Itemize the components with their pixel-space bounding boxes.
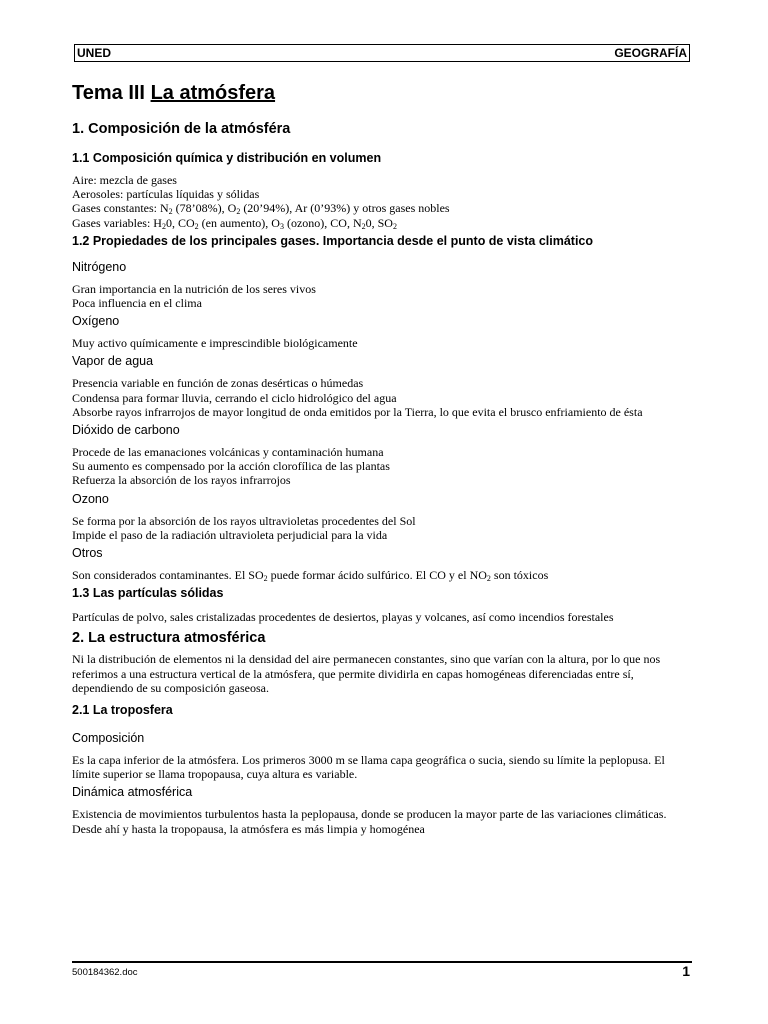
composition-list — [72, 173, 692, 230]
header-subject: GEOGRAFÍA — [614, 46, 687, 60]
header-institution: UNED — [77, 46, 112, 60]
title-main: La atmósfera — [150, 82, 276, 104]
ozono-line: Se forma por la absorción de los rayos ultravioletas procedentes del Sol — [72, 513, 416, 528]
section-2-1-heading: 2.1 La troposfera — [72, 703, 173, 718]
oxigeno-line: Muy activo químicamente e imprescindible biológicamente — [72, 336, 358, 351]
vapor-line: Absorbe rayos infrarrojos de mayor longitud de onda emitidos por la Tierra, lo que evita el brusco enfriamiento de ésta — [72, 404, 643, 419]
ozono-text — [72, 514, 692, 542]
dioxido-line: Su aumento es compensado por la acción clorofílica de las plantas — [72, 459, 390, 474]
dioxido-heading: Dióxido de carbono — [72, 423, 180, 438]
oxigeno-heading: Oxígeno — [72, 314, 120, 329]
particulas-text: Partículas de polvo, sales cristalizadas procedentes de desiertos, playas y volcanes, así como incendios forestales — [72, 610, 614, 625]
dioxido-text — [72, 445, 692, 488]
composition-line-gases-constantes: Gases constantes: $N_2$ (78’08%), $O_2$ (20’94%), Ar (0’93%) y otros gases nobles — [72, 201, 450, 217]
vapor-heading: Vapor de agua — [72, 354, 154, 369]
page-number: 1 — [682, 963, 690, 979]
section-1-3-heading: 1.3 Las partículas sólidas — [72, 586, 224, 601]
nitrogeno-heading: Nitrógeno — [72, 259, 127, 274]
ozono-line: Impide el paso de la radiación ultravioleta perjudicial para la vida — [72, 527, 388, 542]
section-1-heading: 1. Composición de la atmósféra — [72, 121, 291, 137]
otros-heading: Otros — [72, 546, 103, 561]
section-1-2-heading: 1.2 Propiedades de los principales gases. Importancia desde el punto de vista climático — [72, 233, 594, 248]
dinamica-text: Existencia de movimientos turbulentos hasta la peplopausa, donde se producen la mayor parte de las variaciones climáticas. Desde ahí y hasta la tropopausa, la atmósfera es más limpia y homogénea — [72, 807, 667, 836]
composicion-heading: Composición — [72, 731, 145, 746]
oxigeno-text — [72, 336, 692, 350]
vapor-line: Presencia variable en función de zonas desérticas o húmedas — [72, 376, 364, 391]
ozono-heading: Ozono — [72, 491, 109, 506]
page-header — [74, 44, 690, 62]
title-prefix: Tema III — [72, 82, 145, 104]
vapor-line: Condensa para formar lluvia, cerrando el ciclo hidrológico del agua — [72, 390, 397, 405]
footer-filename: 500184362.doc — [72, 967, 138, 978]
otros-text: Son considerados contaminantes. El $SO_2$ puede formar ácido sulfúrico. El CO y el $NO_2$ son tóxicos — [72, 568, 549, 584]
section-2-heading: 2. La estructura atmosférica — [72, 630, 266, 647]
section-1-1-heading: 1.1 Composición química y distribución en volumen — [72, 151, 382, 165]
composition-line-gases-variables: Gases variables: $H_20$, $CO_2$ (en aumento), $O_3$ (ozono), CO, $N_20$, $SO_2$ — [72, 215, 397, 231]
nitrogeno-text — [72, 282, 692, 310]
dioxido-line: Procede de las emanaciones volcánicas y contaminación humana — [72, 445, 384, 460]
nitrogeno-line: Gran importancia en la nutrición de los seres vivos — [72, 281, 316, 296]
dioxido-line: Refuerza la absorción de los rayos infrarrojos — [72, 473, 291, 488]
footer-divider — [72, 961, 692, 963]
composicion-text: Es la capa inferior de la atmósfera. Los primeros 3000 m se llama capa geográfica o sucia, siendo su límite la peplopusa. El límite superior se llama tropopausa, cuya altura es variable. — [72, 753, 665, 782]
document-body — [72, 82, 692, 840]
section-2-intro: Ni la distribución de elementos ni la densidad del aire permanecen constantes, sino que varían con la altura, por lo que nos referimos a una estructura vertical de la atmósfera, que permite dividirla en capas homogéneas diferenciadas entre sí, dependiendo de su composición gaseosa. — [72, 652, 661, 695]
nitrogeno-line: Poca influencia en el clima — [72, 296, 202, 311]
document-title — [72, 82, 692, 105]
composition-line-aire: Aire: mezcla de gases — [72, 173, 177, 187]
vapor-text — [72, 376, 692, 419]
composition-line-aerosoles: Aerosoles: partículas líquidas y sólidas — [72, 187, 260, 202]
dinamica-heading: Dinámica atmosférica — [72, 785, 193, 800]
